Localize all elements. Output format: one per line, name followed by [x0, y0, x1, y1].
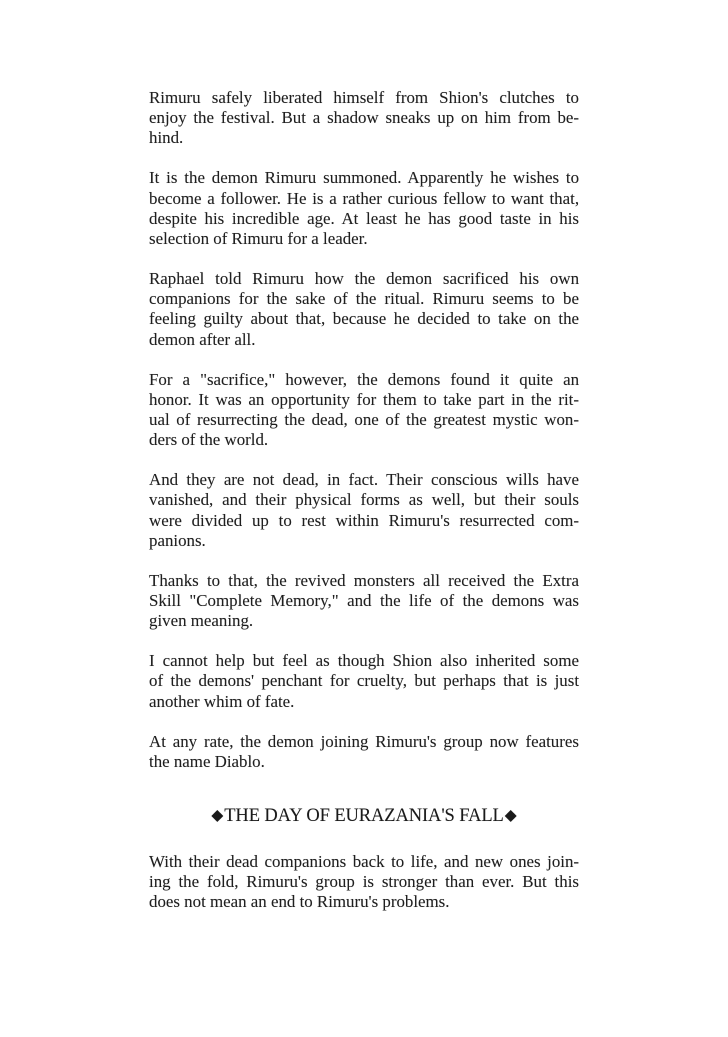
- paragraph: [149, 732, 579, 772]
- text-line: [149, 309, 579, 329]
- diamond-icon: ◆: [211, 807, 224, 825]
- text-line-content: ual of resurrecting the dead, one of the greatest mystic won-: [149, 410, 579, 430]
- text-line: [149, 872, 579, 892]
- text-line: [149, 611, 579, 631]
- text-line-content: vanished, and their physical forms as well, but their souls: [149, 490, 579, 510]
- paragraph: [149, 852, 579, 913]
- text-line-content: another whim of fate.: [149, 691, 295, 711]
- section-heading: [149, 804, 579, 829]
- text-line-content: ing the fold, Rimuru's group is stronger than ever. But this: [149, 872, 579, 892]
- text-line: [149, 390, 579, 410]
- text-line: [149, 651, 579, 671]
- text-line-content: demon after all.: [149, 329, 256, 349]
- text-line-content: It is the demon Rimuru summoned. Apparently he wishes to: [149, 168, 580, 188]
- text-line-content: Raphael told Rimuru how the demon sacrificed his own: [149, 269, 580, 289]
- paragraph: [149, 168, 579, 249]
- text-line: [149, 128, 579, 148]
- paragraph: [149, 651, 579, 712]
- text-line: [149, 269, 579, 289]
- text-line: [149, 430, 579, 450]
- text-line: [149, 892, 579, 912]
- text-line-content: And they are not dead, in fact. Their conscious wills have: [149, 470, 579, 490]
- paragraph: [149, 269, 579, 350]
- text-line: [149, 410, 579, 430]
- text-line: [149, 732, 579, 752]
- diamond-icon: ◆: [504, 807, 517, 825]
- text-line: [149, 209, 579, 229]
- text-line-content: ders of the world.: [149, 430, 269, 450]
- text-line: [149, 490, 579, 510]
- text-line-content: become a follower. He is a rather curious fellow to want that,: [149, 188, 580, 208]
- text-line: [149, 752, 579, 772]
- text-line-content: With their dead companions back to life, and new ones join-: [149, 852, 580, 872]
- text-line-content: At any rate, the demon joining Rimuru's group now features: [149, 731, 579, 751]
- text-line: [149, 189, 579, 209]
- paragraph: [149, 370, 579, 451]
- paragraph: [149, 470, 579, 551]
- text-line-content: despite his incredible age. At least he has good taste in his: [149, 208, 579, 228]
- text-line: [149, 330, 579, 350]
- text-line-content: Skill "Complete Memory," and the life of the demons was: [149, 591, 579, 611]
- text-line-content: honor. It was an opportunity for them to take part in the rit-: [149, 389, 580, 409]
- text-line: [149, 692, 579, 712]
- text-line-content: companions for the sake of the ritual. Rimuru seems to be: [149, 289, 579, 309]
- text-line: [149, 671, 579, 691]
- text-line: [149, 852, 579, 872]
- section-heading-text: THE DAY OF EURAZANIA'S FALL: [224, 806, 504, 827]
- paragraph: [149, 571, 579, 632]
- text-line-content: selection of Rimuru for a leader.: [149, 229, 368, 249]
- text-line: [149, 470, 579, 490]
- text-line-content: enjoy the festival. But a shadow sneaks up on him from be-: [149, 108, 580, 128]
- text-line-content: hind.: [149, 128, 184, 148]
- text-line: [149, 571, 579, 591]
- text-line-content: does not mean an end to Rimuru's problems.: [149, 892, 450, 912]
- text-line: [149, 229, 579, 249]
- text-line: [149, 289, 579, 309]
- text-line: [149, 531, 579, 551]
- text-line-content: given meaning.: [149, 611, 254, 631]
- text-column: [149, 88, 579, 932]
- text-line: [149, 511, 579, 531]
- text-line-content: I cannot help but feel as though Shion also inherited some: [149, 651, 579, 671]
- text-line: [149, 108, 579, 128]
- text-line-content: the name Diablo.: [149, 751, 265, 771]
- text-line-content: panions.: [149, 530, 206, 550]
- text-line-content: of the demons' penchant for cruelty, but perhaps that is just: [149, 671, 580, 691]
- text-line: [149, 88, 579, 108]
- text-line-content: feeling guilty about that, because he decided to take on the: [149, 309, 580, 329]
- text-line: [149, 591, 579, 611]
- text-line: [149, 168, 579, 188]
- paragraph: [149, 88, 579, 149]
- text-line: [149, 370, 579, 390]
- text-line-content: For a "sacrifice," however, the demons found it quite an: [149, 369, 580, 389]
- text-line-content: Thanks to that, the revived monsters all received the Extra: [149, 570, 579, 590]
- text-line-content: Rimuru safely liberated himself from Shion's clutches to: [149, 88, 579, 107]
- text-line-content: were divided up to rest within Rimuru's resurrected com-: [149, 510, 580, 530]
